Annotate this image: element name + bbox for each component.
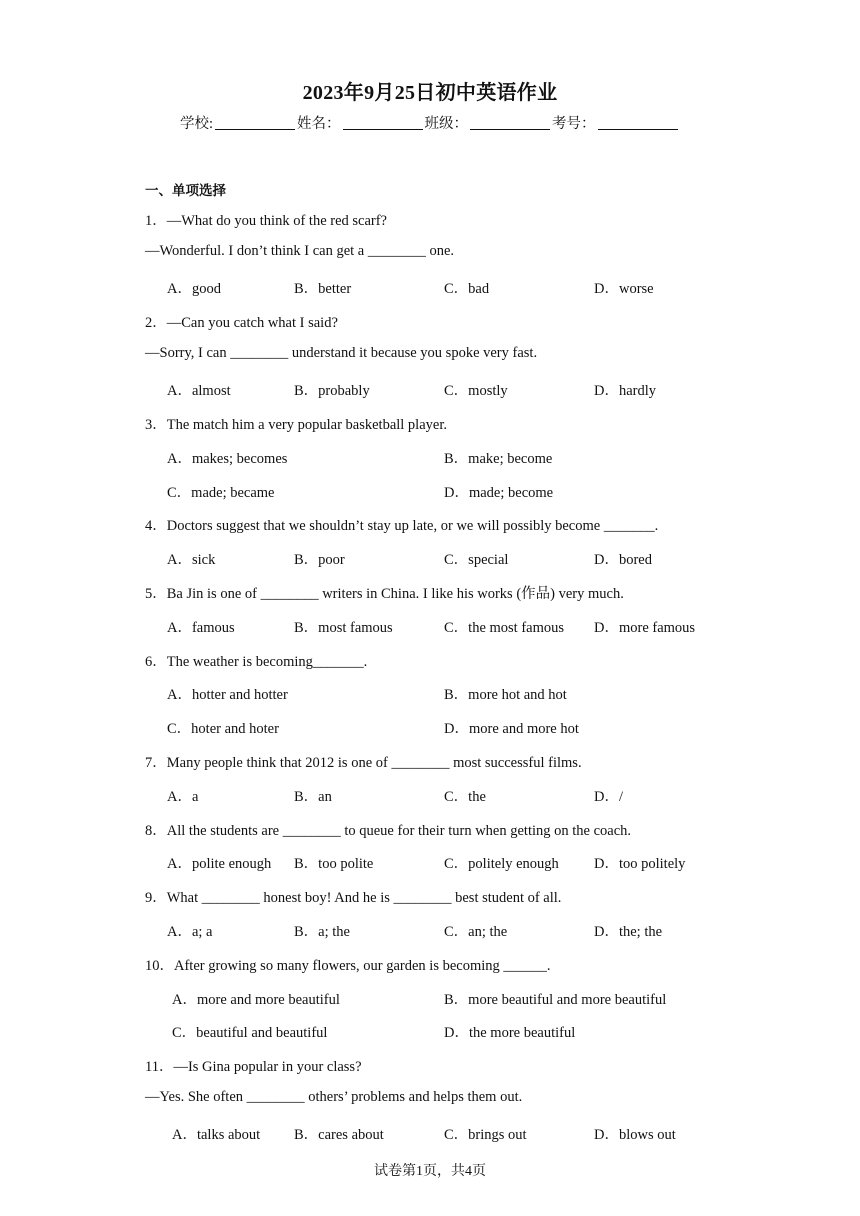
question-11-option-b: B．cares about [294,1127,384,1143]
question-2-option-b: B．probably [294,383,370,399]
question-1-option-a: A．good [167,281,221,297]
question-10-option-a: A．more and more beautiful [172,992,340,1008]
question-10-option-b: B．more beautiful and more beautiful [444,992,667,1008]
exam-no-label: 考号： [552,116,596,132]
class-label: 班级： [424,116,469,132]
question-7-option-a: A．a [167,789,199,805]
question-2-option-d: D．hardly [594,383,657,399]
question-8-option-a: A．polite enough [167,856,272,872]
question-3-option-b: B．make; become [444,451,553,467]
question-4-option-b: B．poor [294,552,345,568]
question-9-option-d: D．the; the [594,924,663,940]
question-2-line-2: —Sorry, I can ________ understand it because you spoke very fast. [145,345,538,361]
question-10-option-d: D．the more beautiful [444,1025,576,1041]
question-2-option-a: A．almost [167,383,231,399]
question-2-line-1: 2．—Can you catch what I said? [145,315,338,331]
page-title: 2023年9月25日初中英语作业 [302,82,558,104]
question-9-option-c: C．an; the [444,924,508,940]
exam-no-blank [598,115,678,130]
question-11-option-c: C．brings out [444,1127,527,1143]
question-11-line-1: 11．—Is Gina popular in your class? [145,1059,362,1075]
question-6-option-c: C．hoter and hoter [167,721,279,737]
name-blank [343,115,423,130]
question-10-line-1: 10．After growing so many flowers, our garden is becoming ______. [145,958,551,974]
page-footer: 试卷第1页，共4页 [374,1164,486,1179]
question-1-line-1: 1．—What do you think of the red scarf? [145,213,387,229]
student-info-line [180,112,680,133]
question-3-option-d: D．made; become [444,485,554,501]
school-blank [215,115,295,130]
question-10-option-c: C．beautiful and beautiful [172,1025,328,1041]
question-8-option-c: C．politely enough [444,856,559,872]
question-7-option-b: B．an [294,789,332,805]
question-6-option-a: A．hotter and hotter [167,687,288,703]
question-3-option-c: C．made; became [167,485,275,501]
section-title: 一、单项选择 [145,183,226,199]
question-9-option-b: B．a; the [294,924,350,940]
question-4-option-a: A．sick [167,552,216,568]
question-5-option-a: A．famous [167,620,235,636]
question-6-option-d: D．more and more hot [444,721,579,737]
question-8-line-1: 8．All the students are ________ to queue for their turn when getting on the coach. [145,823,632,839]
question-3-line-1: 3．The match him a very popular basketball player. [145,417,447,433]
question-8-option-b: B．too polite [294,856,374,872]
question-9-option-a: A．a; a [167,924,213,940]
school-label: 学校: [180,116,214,132]
question-7-option-c: C．the [444,789,486,805]
question-1-option-c: C．bad [444,281,490,297]
question-11-option-d: D．blows out [594,1127,676,1143]
question-9-line-1: 9．What ________ honest boy! And he is ________ best student of all. [145,890,562,906]
question-8-option-d: D．too politely [594,856,686,872]
question-5-option-b: B．most famous [294,620,393,636]
question-6-line-1: 6．The weather is becoming_______. [145,654,368,670]
question-2-option-c: C．mostly [444,383,508,399]
question-5-line-1: 5．Ba Jin is one of ________ writers in China. I like his works (作品) very much. [145,586,624,602]
question-4-line-1: 4．Doctors suggest that we shouldn’t stay up late, or we will possibly become _______. [145,518,659,534]
question-1-option-d: D．worse [594,281,654,297]
question-11-line-2: —Yes. She often ________ others’ problems and helps them out. [145,1089,523,1105]
question-3-option-a: A．makes; becomes [167,451,288,467]
question-7-line-1: 7．Many people think that 2012 is one of ________ most successful films. [145,755,582,771]
question-11-option-a: A．talks about [172,1127,261,1143]
question-6-option-b: B．more hot and hot [444,687,567,703]
question-5-option-d: D．more famous [594,620,696,636]
name-label: 姓名： [297,116,341,132]
question-4-option-d: D．bored [594,552,652,568]
question-5-option-c: C．the most famous [444,620,565,636]
question-4-option-c: C．special [444,552,509,568]
class-blank [470,115,550,130]
question-7-option-d: D．/ [594,789,623,805]
question-1-option-b: B．better [294,281,352,297]
question-1-line-2: —Wonderful. I don’t think I can get a ________ one. [145,243,455,259]
